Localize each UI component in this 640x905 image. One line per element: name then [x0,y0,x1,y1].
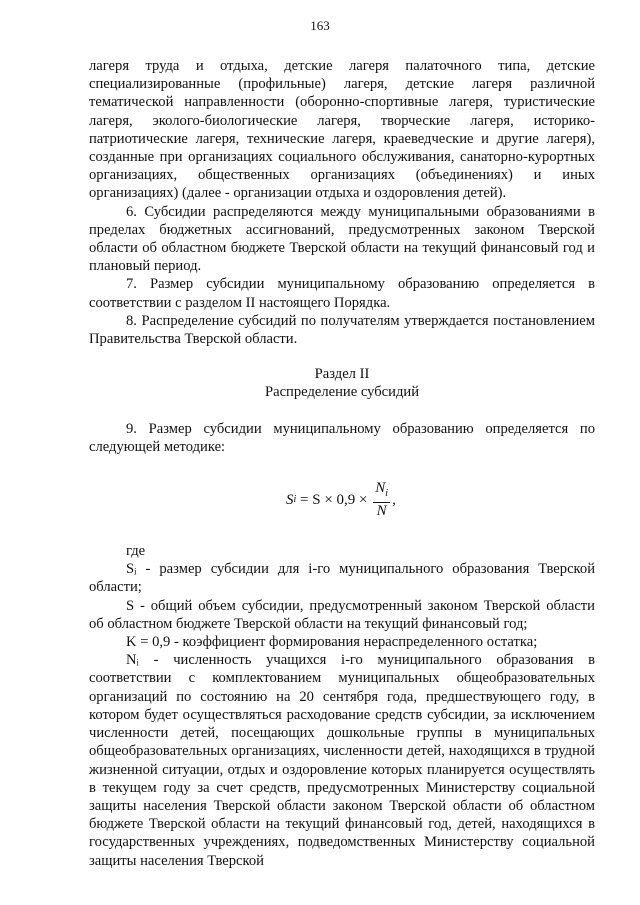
where-label: где [126,543,146,560]
definition-ni: Nᵢ - численность учащихся i-го муниципального образования в соответствии с комплектованием муниципальных общеобразовательных организаций по состоянию на 20 сентября года, предшествующего году, в котором будет осуществляться расходование средств субсидии, за исключением численности детей, посещающих дошкольные группы в муниципальных общеобразовательных организациях, численности детей, находящихся в трудной жизненной ситуации, отдых и оздоровление которых планируется осуществлять в текущем году за счет средств, предусмотренных Министерству социальной защиты населения Тверской области законом Тверской области об областном бюджете Тверской области на текущий финансовый год, детей, находящихся в государственных учреждениях, подведомственных Министерству социальной защиты населения Тверской [89,652,595,869]
formula-fraction [373,480,390,520]
definition-s: S - общий объем субсидии, предусмотренный законом Тверской области об областном бюджете Тверской области на текущий финансовый год; [89,597,595,632]
paragraph-9: 9. Размер субсидии муниципальному образованию определяется по следующей методике: [89,420,595,455]
document-body [89,57,595,870]
formula-denominator: N [376,503,387,520]
paragraph-8: 8. Распределение субсидий по получателям утверждается постановлением Правительства Тверской области. [89,312,595,348]
paragraph-camps-list: лагеря труда и отдыха, детские лагеря палаточного типа, детские специализированные (профильные) лагеря, детские лагеря различной тематической направленности (оборонно-спортивные лагеря, туристические лагеря, эколого-биологические лагеря, творческие лагеря, историко-патриотические лагеря, технические лагеря, краеведческие и другие лагеря), созданные при организациях социального обслуживания, санаторно-курортных организациях, общественных организациях (объединениях) и иных организациях) (далее - организации отдыха и оздоровления детей). [89,58,595,202]
formula-numerator: $N_i$ [373,480,390,503]
paragraph-7: 7. Размер субсидии муниципальному образованию определяется в соответствии с разделом II настоящего Порядка. [89,276,595,311]
section-number: Раздел II [314,366,370,383]
paragraph-6: 6. Субсидии распределяются между муниципальными образованиями в пределах бюджетных ассигнований, предусмотренных законом Тверской области об областном бюджете Тверской области на текущий финансовый год и плановый период. [89,203,595,275]
subsidy-formula [89,470,595,530]
section-title: Распределение субсидий [264,384,420,401]
formula-expression: = S × 0,9 × [296,491,372,508]
page-number: 163 [310,18,330,33]
formula-lhs: S [286,491,294,508]
formula-tail: , [392,491,396,508]
formula-lhs-subscript: i [293,493,297,505]
definition-k: K = 0,9 - коэффициент формирования нераспределенного остатка; [126,634,538,651]
definition-si: Sᵢ - размер субсидии для i-го муниципального образования Тверской области; [89,561,595,596]
